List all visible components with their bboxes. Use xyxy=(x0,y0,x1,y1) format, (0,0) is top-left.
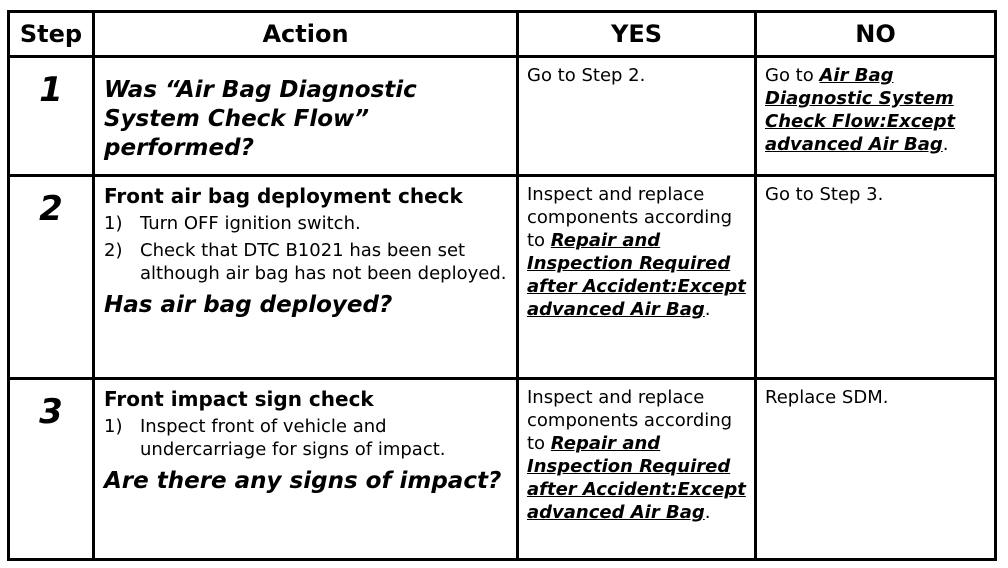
list-item-number: 1) xyxy=(104,416,123,437)
action-question: Has air bag deployed? xyxy=(104,292,393,318)
action-cell xyxy=(94,176,518,379)
no-reference-link[interactable]: Air Bag Diagnostic System Check Flow:Except advanced Air Bag xyxy=(765,65,956,155)
list-item xyxy=(104,415,508,461)
no-text: Go to Step 3. xyxy=(765,184,884,205)
no-text: Go to xyxy=(765,65,820,86)
action-steps xyxy=(104,212,508,285)
yes-cell xyxy=(518,57,756,176)
yes-text: Go to Step 2. xyxy=(527,65,646,86)
table-row xyxy=(9,57,996,176)
action-title: Front impact sign check xyxy=(104,387,374,411)
list-item xyxy=(104,212,508,235)
yes-text: Inspect and replace components according to xyxy=(527,184,733,251)
no-suffix: . xyxy=(942,134,949,155)
action-cell xyxy=(94,379,518,560)
list-item-text: Turn OFF ignition switch. xyxy=(140,213,361,234)
action-question: Are there any signs of impact? xyxy=(104,468,502,494)
no-cell xyxy=(756,57,996,176)
action-question: Was “Air Bag Diagnostic System Check Flow” performed? xyxy=(104,77,417,161)
no-text: Replace SDM. xyxy=(765,387,889,408)
table-row xyxy=(9,379,996,560)
list-item-number: 2) xyxy=(104,240,123,261)
yes-reference-link[interactable]: Repair and Inspection Required after Accident:Except advanced Air Bag xyxy=(527,433,746,523)
step-number: 1 xyxy=(9,57,94,176)
header-step: Step xyxy=(9,12,94,57)
step-number: 3 xyxy=(9,379,94,560)
header-action: Action xyxy=(94,12,518,57)
yes-suffix: . xyxy=(704,502,711,523)
list-item xyxy=(104,239,508,285)
table-row xyxy=(9,176,996,379)
list-item-text: Check that DTC B1021 has been set although air bag has not been deployed. xyxy=(140,240,507,284)
yes-cell xyxy=(518,379,756,560)
yes-cell xyxy=(518,176,756,379)
yes-suffix: . xyxy=(704,299,711,320)
no-cell xyxy=(756,379,996,560)
action-cell xyxy=(94,57,518,176)
yes-text: Inspect and replace components according to xyxy=(527,387,733,454)
no-cell xyxy=(756,176,996,379)
step-number: 2 xyxy=(9,176,94,379)
action-steps xyxy=(104,415,508,461)
header-no: NO xyxy=(756,12,996,57)
action-title: Front air bag deployment check xyxy=(104,184,463,208)
header-yes: YES xyxy=(518,12,756,57)
list-item-text: Inspect front of vehicle and undercarriage for signs of impact. xyxy=(140,416,446,460)
list-item-number: 1) xyxy=(104,213,123,234)
header-row xyxy=(9,12,996,57)
diagnostic-table xyxy=(7,10,997,561)
yes-reference-link[interactable]: Repair and Inspection Required after Accident:Except advanced Air Bag xyxy=(527,230,746,320)
